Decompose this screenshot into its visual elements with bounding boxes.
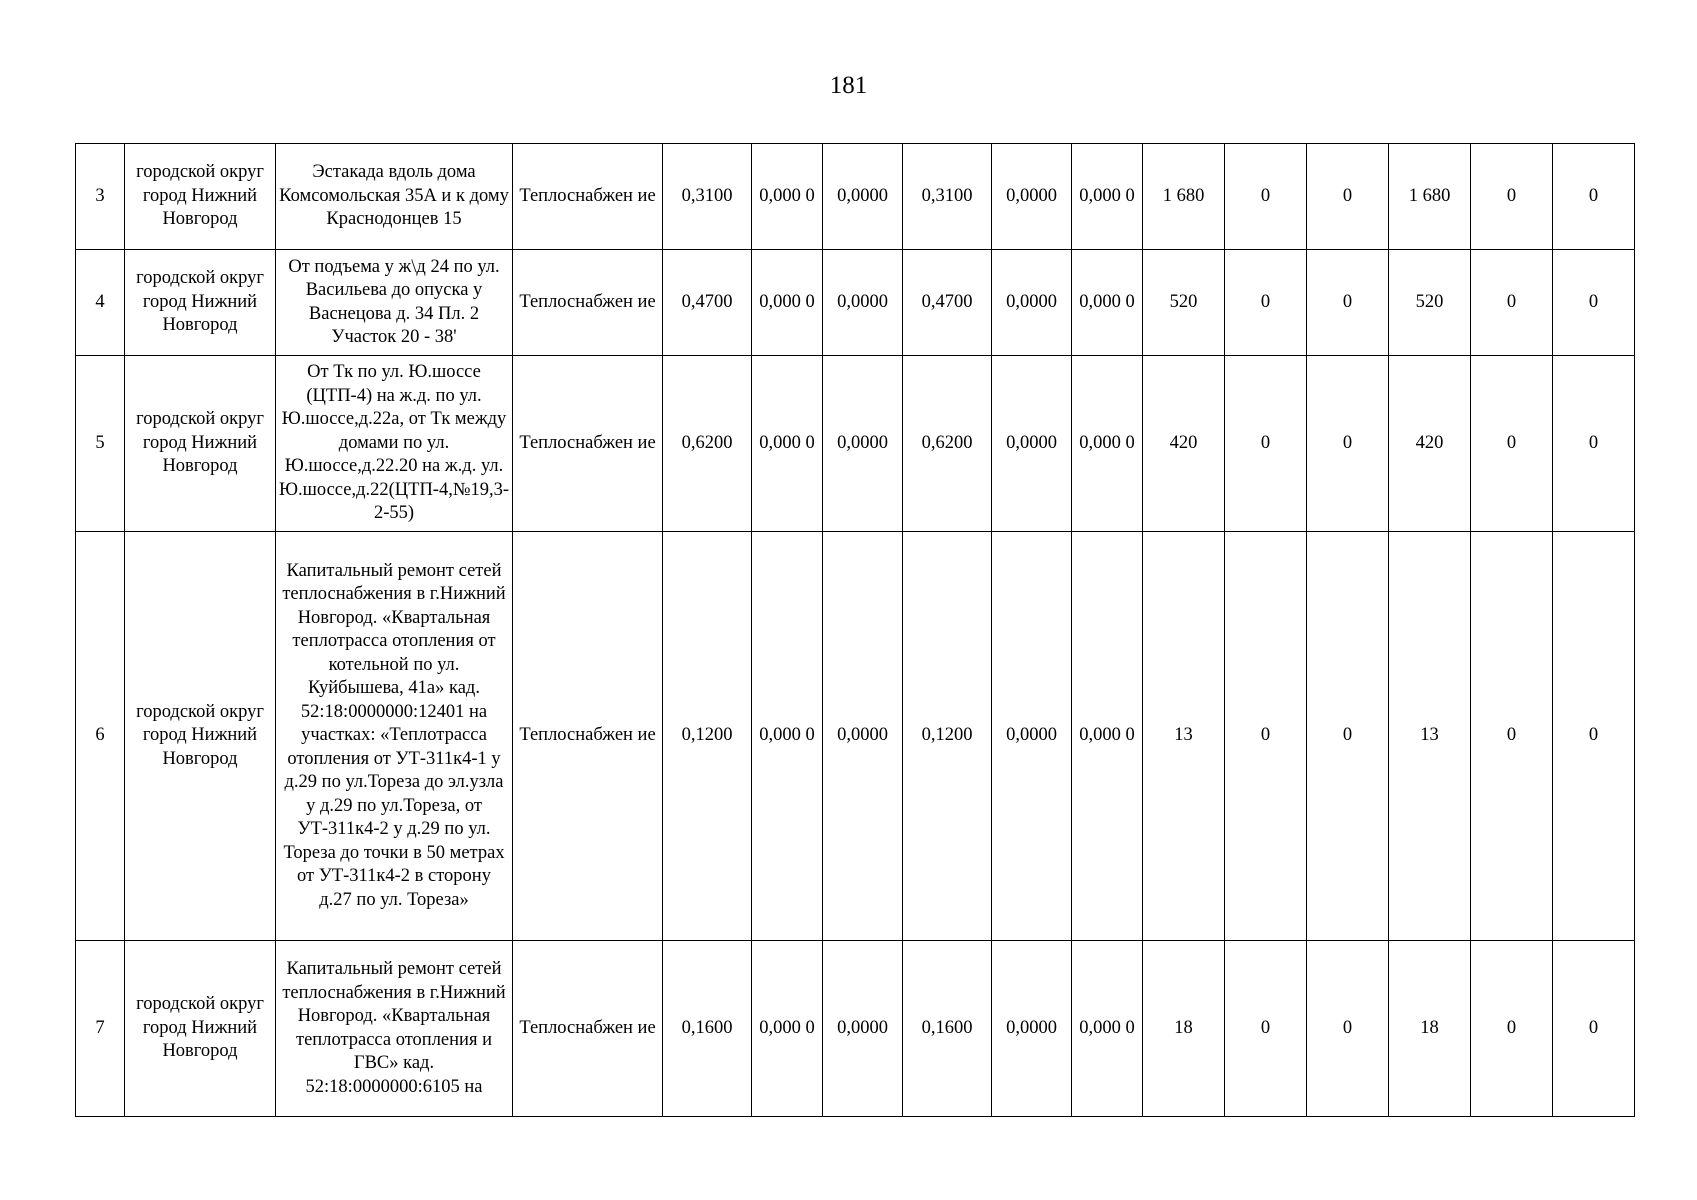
resource-type-cell: Теплоснабжен ие	[513, 941, 663, 1117]
value-col-13-cell: 0	[1307, 532, 1389, 941]
value-col-13-cell: 0	[1307, 144, 1389, 250]
value-col-5-cell: 0,6200	[663, 356, 752, 532]
value-col-12-cell: 0	[1225, 941, 1307, 1117]
object-description-cell: От подъема у ж\д 24 по ул. Васильева до опуска у Васнецова д. 34 Пл. 2 Участок 20 - 38'	[276, 250, 513, 356]
value-col-8-cell: 0,3100	[903, 144, 992, 250]
value-col-15-cell: 0	[1471, 144, 1553, 250]
value-col-7-cell: 0,0000	[823, 941, 903, 1117]
value-col-15-cell: 0	[1471, 941, 1553, 1117]
value-col-7-cell: 0,0000	[823, 144, 903, 250]
value-col-16-cell: 0	[1553, 356, 1635, 532]
object-description-cell: От Тк по ул. Ю.шоссе (ЦТП-4) на ж.д. по ул. Ю.шоссе,д.22а, от Тк между домами по ул. Ю.шоссе,д.22.20 на ж.д. ул. Ю.шоссе,д.22(ЦТП-4,№19,3-2-55)	[276, 356, 513, 532]
value-col-14-cell: 13	[1389, 532, 1471, 941]
row-number-cell: 6	[76, 532, 125, 941]
value-col-9-cell: 0,0000	[992, 250, 1072, 356]
value-col-14-cell: 18	[1389, 941, 1471, 1117]
value-col-8-cell: 0,1600	[903, 941, 992, 1117]
municipality-cell: городской округ город Нижний Новгород	[125, 941, 276, 1117]
table-row	[76, 250, 1635, 356]
value-col-8-cell: 0,1200	[903, 532, 992, 941]
value-col-16-cell: 0	[1553, 532, 1635, 941]
value-col-10-cell: 0,000 0	[1072, 941, 1143, 1117]
value-col-9-cell: 0,0000	[992, 144, 1072, 250]
value-col-13-cell: 0	[1307, 941, 1389, 1117]
value-col-8-cell: 0,4700	[903, 250, 992, 356]
object-description-cell: Капитальный ремонт сетей теплоснабжения в г.Нижний Новгород. «Квартальная теплотрасса отопления и ГВС» кад. 52:18:0000000:6105 на	[276, 941, 513, 1117]
table-row	[76, 941, 1635, 1117]
value-col-9-cell: 0,0000	[992, 941, 1072, 1117]
row-number-cell: 3	[76, 144, 125, 250]
resource-type-cell: Теплоснабжен ие	[513, 250, 663, 356]
value-col-14-cell: 1 680	[1389, 144, 1471, 250]
value-col-12-cell: 0	[1225, 356, 1307, 532]
value-col-10-cell: 0,000 0	[1072, 144, 1143, 250]
value-col-15-cell: 0	[1471, 356, 1553, 532]
value-col-6-cell: 0,000 0	[752, 250, 823, 356]
value-col-9-cell: 0,0000	[992, 356, 1072, 532]
value-col-11-cell: 13	[1143, 532, 1225, 941]
value-col-11-cell: 1 680	[1143, 144, 1225, 250]
value-col-14-cell: 520	[1389, 250, 1471, 356]
page-number: 181	[829, 72, 868, 99]
row-number-cell: 4	[76, 250, 125, 356]
value-col-15-cell: 0	[1471, 532, 1553, 941]
value-col-10-cell: 0,000 0	[1072, 250, 1143, 356]
resource-type-cell: Теплоснабжен ие	[513, 356, 663, 532]
value-col-5-cell: 0,1600	[663, 941, 752, 1117]
value-col-12-cell: 0	[1225, 532, 1307, 941]
value-col-12-cell: 0	[1225, 250, 1307, 356]
value-col-5-cell: 0,3100	[663, 144, 752, 250]
value-col-9-cell: 0,0000	[992, 532, 1072, 941]
value-col-15-cell: 0	[1471, 250, 1553, 356]
value-col-12-cell: 0	[1225, 144, 1307, 250]
municipality-cell: городской округ город Нижний Новгород	[125, 532, 276, 941]
value-col-6-cell: 0,000 0	[752, 532, 823, 941]
value-col-7-cell: 0,0000	[823, 250, 903, 356]
municipality-cell: городской округ город Нижний Новгород	[125, 356, 276, 532]
table-row	[76, 144, 1635, 250]
resource-type-cell: Теплоснабжен ие	[513, 144, 663, 250]
table-row	[76, 356, 1635, 532]
row-number-cell: 7	[76, 941, 125, 1117]
resource-type-cell: Теплоснабжен ие	[513, 532, 663, 941]
value-col-7-cell: 0,0000	[823, 532, 903, 941]
value-col-11-cell: 18	[1143, 941, 1225, 1117]
value-col-13-cell: 0	[1307, 250, 1389, 356]
value-col-8-cell: 0,6200	[903, 356, 992, 532]
value-col-5-cell: 0,4700	[663, 250, 752, 356]
value-col-7-cell: 0,0000	[823, 356, 903, 532]
municipality-cell: городской округ город Нижний Новгород	[125, 250, 276, 356]
row-number-cell: 5	[76, 356, 125, 532]
table-row	[76, 532, 1635, 941]
value-col-14-cell: 420	[1389, 356, 1471, 532]
value-col-16-cell: 0	[1553, 144, 1635, 250]
value-col-10-cell: 0,000 0	[1072, 532, 1143, 941]
object-description-cell: Эстакада вдоль дома Комсомольская 35А и к дому Краснодонцев 15	[276, 144, 513, 250]
municipality-cell: городской округ город Нижний Новгород	[125, 144, 276, 250]
value-col-5-cell: 0,1200	[663, 532, 752, 941]
value-col-13-cell: 0	[1307, 356, 1389, 532]
value-col-6-cell: 0,000 0	[752, 356, 823, 532]
object-description-cell: Капитальный ремонт сетей теплоснабжения в г.Нижний Новгород. «Квартальная теплотрасса отопления от котельной по ул. Куйбышева, 41а» кад. 52:18:0000000:12401 на участках: «Теплотрасса отопления от УТ-311к4-1 у д.29 по ул.Тореза до эл.узла у д.29 по ул.Тореза, от УТ-311к4-2 у д.29 по ул. Тореза до точки в 50 метрах от УТ-311к4-2 в сторону д.27 по ул. Тореза»	[276, 532, 513, 941]
value-col-16-cell: 0	[1553, 250, 1635, 356]
value-col-6-cell: 0,000 0	[752, 144, 823, 250]
value-col-6-cell: 0,000 0	[752, 941, 823, 1117]
value-col-11-cell: 520	[1143, 250, 1225, 356]
data-table	[75, 143, 1635, 1117]
value-col-16-cell: 0	[1553, 941, 1635, 1117]
value-col-10-cell: 0,000 0	[1072, 356, 1143, 532]
value-col-11-cell: 420	[1143, 356, 1225, 532]
